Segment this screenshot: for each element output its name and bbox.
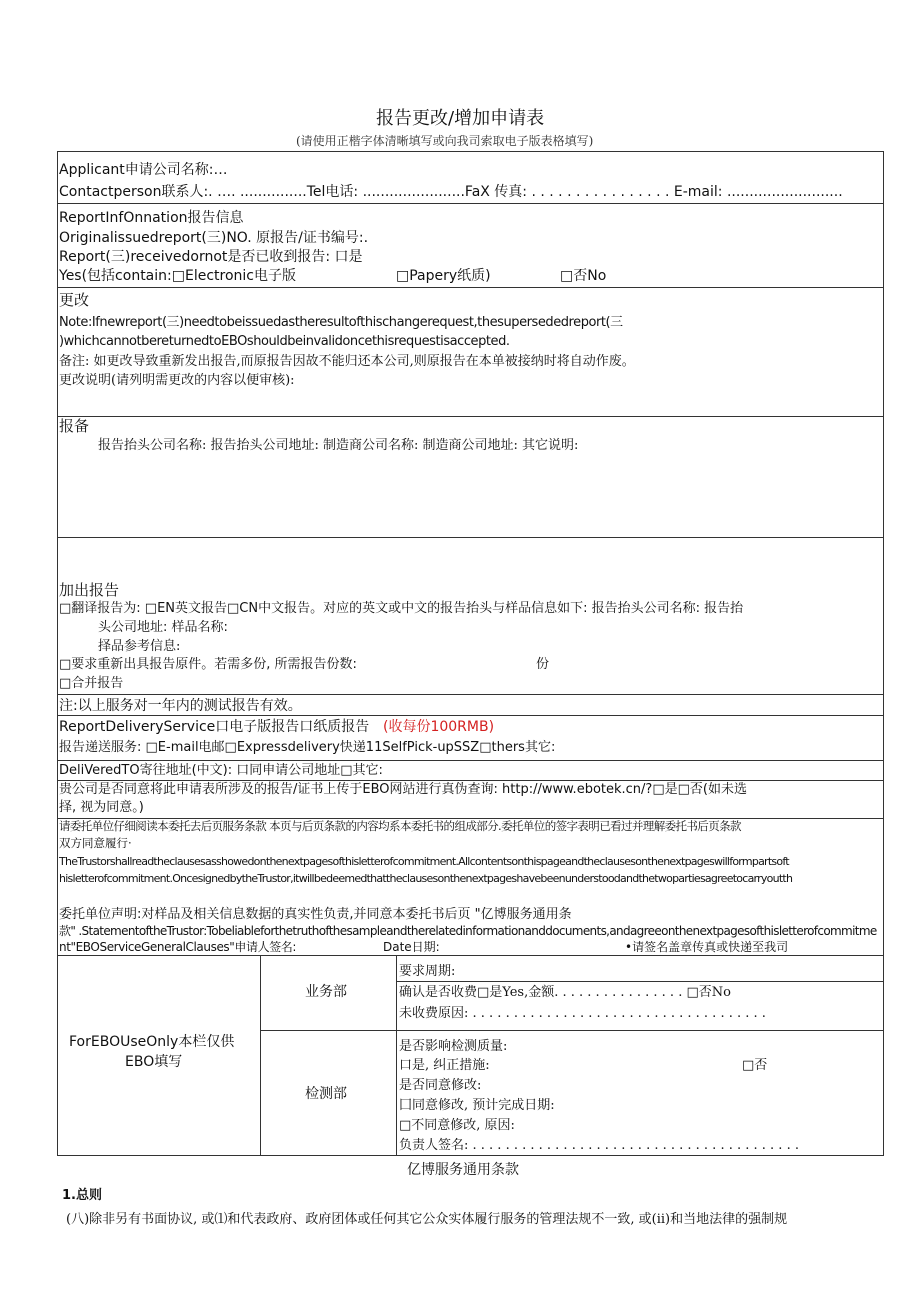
ebo-use-label-1: ForEBOUseOnly本栏仅供 bbox=[69, 1034, 235, 1050]
delivery-fee: (收每份100RMB) bbox=[383, 719, 495, 735]
fax-instruction: •请签名盖章传真或快递至我司 bbox=[625, 940, 789, 954]
report-received: Report(三)receivedornot是否已收到报告: 口是 bbox=[59, 249, 363, 265]
change-note-2: )whichcannotbereturnedtoEBOshouldbeinvalidoncethisrequestisaccepted. bbox=[59, 334, 510, 349]
report-type-no: □否No bbox=[560, 268, 607, 284]
ebo-col-divider bbox=[260, 955, 261, 1155]
row-divider bbox=[57, 715, 884, 716]
ebo-row-divider bbox=[396, 981, 884, 982]
ebo-row-divider bbox=[260, 1030, 884, 1031]
business-dept: 业务部 bbox=[305, 984, 347, 1000]
quality-impact: 是否影响检测质量: bbox=[399, 1039, 508, 1054]
row-divider bbox=[57, 760, 884, 761]
clauses-title: 亿博服务通用条款 bbox=[407, 1162, 519, 1178]
row-divider bbox=[57, 287, 884, 288]
form-title: 报告更改/增加申请表 bbox=[376, 108, 545, 129]
corrective-action: 口是, 纠正措施: bbox=[399, 1058, 490, 1073]
row-divider bbox=[57, 416, 884, 417]
agree-modify: 是否同意修改: bbox=[399, 1078, 482, 1093]
table-border-left bbox=[57, 151, 58, 1155]
ebo-use-label-2: EBO填写 bbox=[125, 1054, 183, 1070]
translate-line-1: □翻译报告为: □EN英文报告□CN中文报告。对应的英文或中文的报告抬头与样品信息如下: 报告抬头公司名称: 报告抬 bbox=[59, 601, 744, 616]
row-divider bbox=[57, 780, 884, 781]
declaration-1: 委托单位声明:对样品及相关信息数据的真实性负责,并同意本委托书后页 "亿博服务通用条 bbox=[59, 907, 572, 922]
delivery-address: DeliVeredTO寄往地址(中文): 口同申请公司地址□其它: bbox=[59, 763, 383, 778]
backup-heading: 报备 bbox=[59, 417, 90, 435]
row-divider bbox=[57, 537, 884, 538]
change-remark: 备注: 如更改导致重新发出报告,而原报告因故不能归还本公司,则原报告在本单被接纳时将自动作废。 bbox=[59, 354, 635, 369]
original-report-no: Originalissuedreport(三)NO. 原报告/证书编号:. bbox=[59, 230, 369, 246]
reissue-original: □要求重新出具报告原件。若需多份, 所需报告份数: bbox=[59, 657, 357, 672]
responsible-signature: 负责人签名: . . . . . . . . . . . . . . . . . . . . . . . . . . . . . . . . . . . . . . . . bbox=[399, 1138, 799, 1153]
test-dept: 检测部 bbox=[305, 1086, 347, 1102]
report-type-paper: □Papery纸质) bbox=[396, 268, 491, 284]
row-divider bbox=[57, 955, 884, 956]
delivery-service: ReportDeliveryService口电子版报告口纸质报告 bbox=[59, 719, 370, 735]
add-report-heading: 加出报告 bbox=[59, 581, 120, 599]
merge-report: □合并报告 bbox=[59, 676, 124, 691]
row-divider bbox=[57, 694, 884, 695]
report-type-electronic: Yes(包括contain:□Electronic电子版 bbox=[59, 268, 296, 284]
clauses-section: 1.总则 bbox=[62, 1188, 102, 1203]
declaration-2: 款" .StatementoftheTrustor:Tobeliableforthetruthofthesampleandtherelatedinformationanddocuments,andagreeonthenextpagesofthisletterofcommitme bbox=[59, 924, 877, 938]
form-subtitle: (请使用正楷字体清晰填写或向我司索取电子版表格填写) bbox=[296, 134, 594, 148]
terms-en-1: TheTrustorshallreadtheclausesasshowedonthenextpagesofthisletterofcommitment.Allcontentsonthispageandtheclausesonthenextpageswillformpartsoft bbox=[59, 855, 789, 868]
upload-consent-1: 贵公司是否同意将此申请表所涉及的报告/证书上传于EBO网站进行真伪查询: http://www.ebotek.cn/?□是□否(如未选 bbox=[59, 782, 747, 797]
delivery-methods: 报告递送服务: □E-mail电邮□Expressdelivery快递11SelfPick-upSSZ□thers其它: bbox=[59, 740, 556, 755]
change-heading: 更改 bbox=[59, 291, 90, 309]
terms-cn-2: 双方同意履行· bbox=[59, 836, 132, 850]
agree-modify-yes: 囗同意修改, 预计完成日期: bbox=[399, 1098, 555, 1113]
charge-confirm: 确认是否收费□是Yes,金额. . . . . . . . . . . . . . . . □否No bbox=[399, 985, 731, 1000]
sample-reference: 择品参考信息: bbox=[98, 639, 181, 654]
terms-en-2: hisletterofcommitment.OncesignedbytheTrustor,itwillbedeemedthattheclausesonthenextpageshavebeenunderstoodandthetwopartiesagreetocarryoutth bbox=[59, 872, 793, 885]
quality-no: □否 bbox=[742, 1058, 768, 1073]
table-border-bottom bbox=[57, 1155, 884, 1156]
table-border-top bbox=[57, 151, 884, 152]
no-charge-reason: 未收费原因: . . . . . . . . . . . . . . . . . . . . . . . . . . . . . . . . . . . . bbox=[399, 1006, 766, 1021]
change-explain: 更改说明(请列明需更改的内容以便审核): bbox=[59, 373, 295, 388]
change-note-1: Note:Ifnewreport(三)needtobeissuedastheresultofthischangerequest,thesupersededreport(三 bbox=[59, 315, 623, 330]
backup-fields: 报告抬头公司名称: 报告抬头公司地址: 制造商公司名称: 制造商公司地址: 其它说明: bbox=[98, 438, 579, 453]
ebo-col-divider bbox=[396, 955, 397, 1155]
agree-modify-no: □不同意修改, 原因: bbox=[399, 1118, 515, 1133]
contact-line: Contactperson联系人:. …. ...............Tel电话: .......................FaX 传真: . . . . . . . . . . . . . . . . E-mail: .......................... bbox=[59, 184, 843, 200]
validity-note: 注:以上服务对一年内的测试报告有效。 bbox=[59, 698, 302, 714]
applicant-line: Applicant申请公司名称:… bbox=[59, 162, 228, 178]
report-info-heading: ReportInfOnnation报告信息 bbox=[59, 210, 244, 226]
translate-line-2: 头公司地址: 样品名称: bbox=[98, 620, 228, 635]
applicant-signature: nt"EBOServiceGeneralClauses"申请人签名: bbox=[59, 940, 297, 954]
copies-unit: 份 bbox=[536, 657, 550, 672]
row-divider bbox=[57, 203, 884, 204]
required-period: 要求周期: bbox=[399, 964, 456, 979]
date-field: Date日期: bbox=[383, 940, 440, 954]
terms-cn-1: 请委托单位仔细阅读本委托去后页服务条款 本页与后页条款的内容均系本委托书的组成部分.委托单位的签字表明已看过并理解委托书后页条款 bbox=[59, 819, 741, 833]
clauses-para-1: (八)除非另有书面协议, 或⑴和代表政府、政府团体或任何其它公众实体履行服务的管理法规不一致, 或(ii)和当地法律的强制规 bbox=[66, 1212, 788, 1227]
upload-consent-2: 择, 视为同意。) bbox=[59, 800, 144, 815]
table-border-right bbox=[883, 151, 884, 1155]
